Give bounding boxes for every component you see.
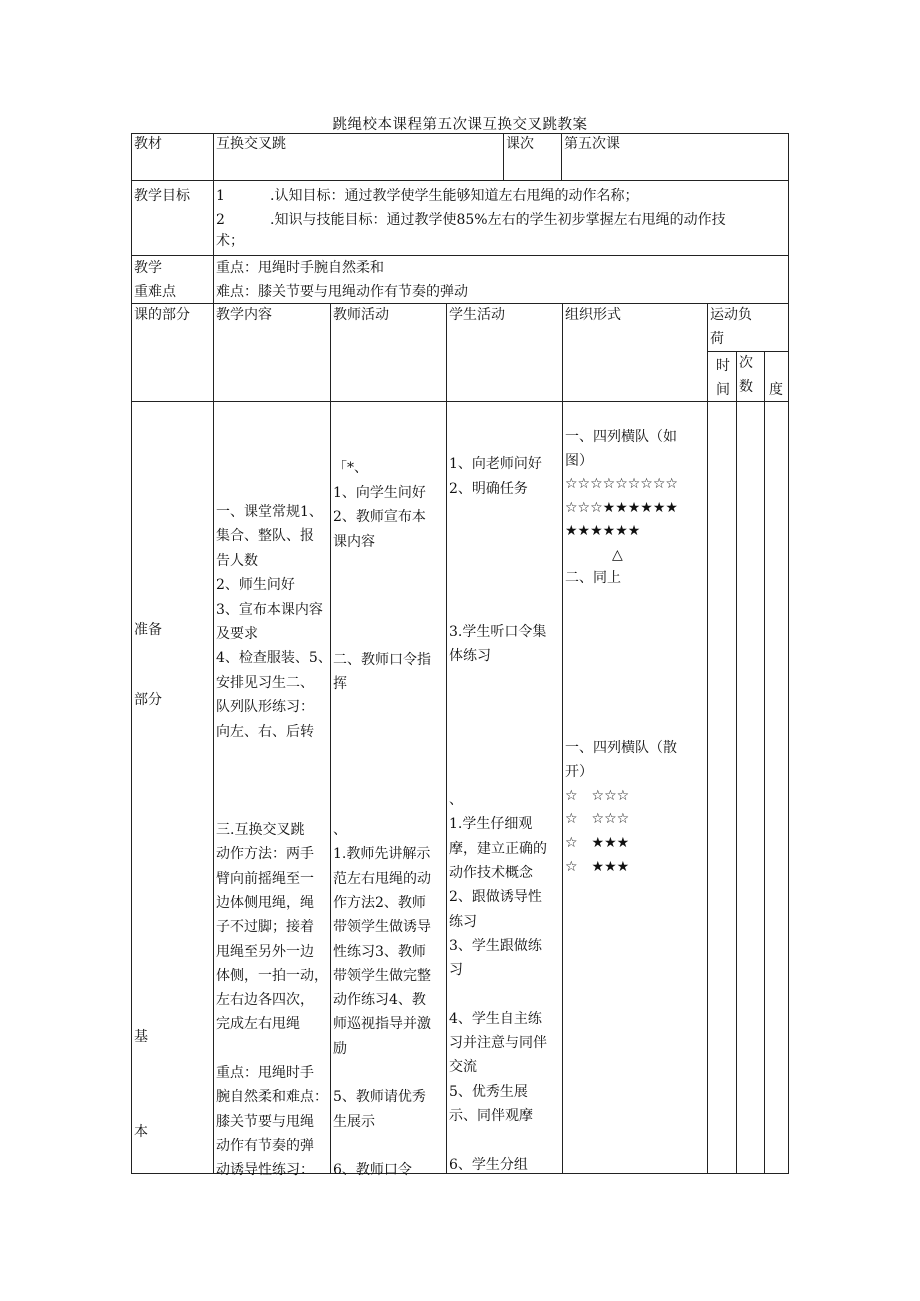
col-divider-count xyxy=(736,351,737,1173)
part-basic-line2: 本 xyxy=(134,1124,148,1140)
col-header-degree: 度 xyxy=(769,382,783,398)
content-line: 动作有节奏的弹 xyxy=(216,1137,314,1154)
teacher-line: 励 xyxy=(333,1040,347,1057)
content-line: 集合、整队、报 xyxy=(216,528,314,545)
student-line: 、 xyxy=(449,792,463,808)
teacher-line: 5、教师请优秀 xyxy=(333,1089,426,1106)
org-line: 一、四列横队（如 xyxy=(565,429,677,445)
content-line: 队列队形练习： xyxy=(216,699,314,716)
org-line: ☆ ★★★ xyxy=(565,835,630,852)
student-line: 动作技术概念 xyxy=(449,864,533,881)
content-line: 边体侧甩绳，绳 xyxy=(216,894,314,911)
teacher-line: 6、教师口令 xyxy=(333,1162,412,1179)
objective-2-text: .知识与技能目标：通过教学使85%左右的学生初步掌握左右甩绳的动作技 xyxy=(270,212,726,228)
org-line: 一、四列横队（散 xyxy=(565,740,677,756)
col-header-load-line1: 运动负 xyxy=(710,307,752,323)
org-line: ★★★★★★ xyxy=(565,523,641,539)
teacher-line: 二、教师口令指 xyxy=(333,652,431,668)
col-divider-student xyxy=(446,303,447,1173)
student-line: 习 xyxy=(449,962,463,979)
student-line: 5、优秀生展 xyxy=(449,1083,528,1100)
col-header-student: 学生活动 xyxy=(449,307,505,323)
table-border-right xyxy=(788,133,789,1173)
teacher-line: 2、教师宣布本 xyxy=(333,509,426,525)
objective-2-continuation: 术； xyxy=(216,233,244,249)
col-divider-degree xyxy=(764,351,765,1173)
student-line: 6、学生分组 xyxy=(449,1156,528,1173)
material-value: 互换交叉跳 xyxy=(216,136,286,152)
student-line: 交流 xyxy=(449,1059,477,1076)
student-line: 4、学生自主练 xyxy=(449,1010,542,1027)
objective-1-text: .认知目标：通过教学使学生能够知道左右甩绳的动作名称； xyxy=(270,188,639,204)
col-divider-lesson-label xyxy=(503,133,504,180)
org-line: ☆☆☆☆☆☆☆☆☆ xyxy=(565,476,678,492)
student-line: 习并注意与同伴 xyxy=(449,1035,547,1051)
col-divider-load xyxy=(707,303,708,1173)
keypoints-label-line1: 教学 xyxy=(134,260,162,276)
org-line: ☆ ★★★ xyxy=(565,859,630,875)
col-header-time-line2: 间 xyxy=(716,382,730,398)
content-line: 完成左右甩绳 xyxy=(216,1016,300,1033)
teacher-line: 1.教师先讲解示 xyxy=(333,846,431,863)
content-line: 左右边各四次， xyxy=(216,992,314,1009)
col-divider-lesson-value xyxy=(561,133,562,180)
student-line: 体练习 xyxy=(449,648,491,664)
content-line: 体侧，一拍一动， xyxy=(216,967,328,984)
teacher-line: 作方法2、教师 xyxy=(333,894,426,911)
objective-2-number: 2 xyxy=(216,212,225,228)
col-header-part: 课的部分 xyxy=(134,307,190,323)
col-divider-teacher xyxy=(330,303,331,1173)
teacher-position-marker: △ xyxy=(612,546,623,563)
teacher-line: 师巡视指导并激 xyxy=(333,1016,431,1033)
difficult-point: 难点：膝关节要与甩绳动作有节奏的弹动 xyxy=(216,284,468,300)
student-line: 2、明确任务 xyxy=(449,480,528,497)
col-divider-label xyxy=(213,133,214,1173)
table-border-left xyxy=(131,133,132,1173)
content-line: 告人数 xyxy=(216,552,258,569)
student-line: 3、学生跟做练 xyxy=(449,937,542,954)
student-line: 示、同伴观摩 xyxy=(449,1107,533,1124)
content-line: 重点：甩绳时手 xyxy=(216,1065,314,1081)
teacher-line: 「*、 xyxy=(333,460,368,476)
lesson-value: 第五次课 xyxy=(564,136,620,152)
org-line: 开） xyxy=(565,763,593,780)
content-line: 3、宣布本课内容 xyxy=(216,601,323,618)
org-line: 图） xyxy=(565,452,593,469)
content-line: 膝关节要与甩绳 xyxy=(216,1113,314,1130)
content-line: 及要求 xyxy=(216,626,258,642)
teacher-line: 带领学生做完整 xyxy=(333,967,431,984)
col-header-org: 组织形式 xyxy=(565,307,621,323)
col-header-teacher: 教师活动 xyxy=(333,307,389,323)
content-line: 动作方法：两手 xyxy=(216,846,314,863)
org-line: ☆ ☆☆☆ xyxy=(565,811,630,828)
part-basic-line1: 基 xyxy=(134,1029,148,1045)
keypoints-label-line2: 重难点 xyxy=(134,284,176,300)
student-line: 3.学生听口令集 xyxy=(449,624,547,640)
teacher-line: 课内容 xyxy=(333,533,375,550)
part-prep-line2: 部分 xyxy=(134,692,162,708)
lesson-label: 课次 xyxy=(506,136,534,152)
content-line: 2、师生问好 xyxy=(216,577,295,594)
col-header-count-line2: 数 xyxy=(739,379,753,395)
student-line: 1、向老师问好 xyxy=(449,456,542,472)
teacher-line: 性练习3、教师 xyxy=(333,943,426,960)
content-line: 子不过脚；接着 xyxy=(216,919,314,936)
document-title: 跳绳校本课程第五次课互换交叉跳教案 xyxy=(332,117,588,133)
student-line: 2、跟做诱导性 xyxy=(449,889,542,906)
teacher-line: 1、向学生问好 xyxy=(333,484,426,501)
teacher-line: 带领学生做诱导 xyxy=(333,919,431,936)
col-divider-org xyxy=(562,303,563,1173)
objective-1-number: 1 xyxy=(216,188,225,204)
content-line: 安排见习生二、 xyxy=(216,674,314,691)
col-header-time-line1: 时 xyxy=(716,358,730,374)
content-line: 甩绳至另外一边 xyxy=(216,943,314,960)
content-line: 向左、右、后转 xyxy=(216,723,314,740)
col-header-content: 教学内容 xyxy=(216,307,272,323)
org-line: ☆☆☆★★★★★★ xyxy=(565,499,678,516)
teacher-line: 动作练习4、教 xyxy=(333,992,426,1009)
part-prep-line1: 准备 xyxy=(134,622,162,638)
content-line: 三.互换交叉跳 xyxy=(216,822,305,838)
teacher-line: 、 xyxy=(333,822,347,838)
content-line: 一、课堂常规1、 xyxy=(216,504,323,520)
student-line: 练习 xyxy=(449,913,477,930)
key-point: 重点：甩绳时手腕自然柔和 xyxy=(216,260,384,276)
content-line: 臂向前摇绳至一 xyxy=(216,870,314,887)
objectives-label: 教学目标 xyxy=(134,188,190,204)
content-line: 动诱导性练习： xyxy=(216,1162,314,1179)
teacher-line: 范左右甩绳的动 xyxy=(333,870,431,887)
row-divider-objectives xyxy=(131,180,789,181)
student-line: 摩，建立正确的 xyxy=(449,840,547,857)
teacher-line: 挥 xyxy=(333,676,347,692)
org-line: ☆ ☆☆☆ xyxy=(565,787,630,804)
content-line: 腕自然柔和难点： xyxy=(216,1089,328,1106)
material-label: 教材 xyxy=(134,136,162,152)
content-line: 4、检查服装、5、 xyxy=(216,650,332,667)
row-divider-body xyxy=(131,401,789,402)
student-line: 1.学生仔细观 xyxy=(449,816,533,833)
teacher-line: 生展示 xyxy=(333,1113,375,1130)
org-line: 二、同上 xyxy=(565,570,621,586)
col-header-count-line1: 次 xyxy=(739,355,753,371)
col-header-load-line2: 荷 xyxy=(710,331,724,347)
